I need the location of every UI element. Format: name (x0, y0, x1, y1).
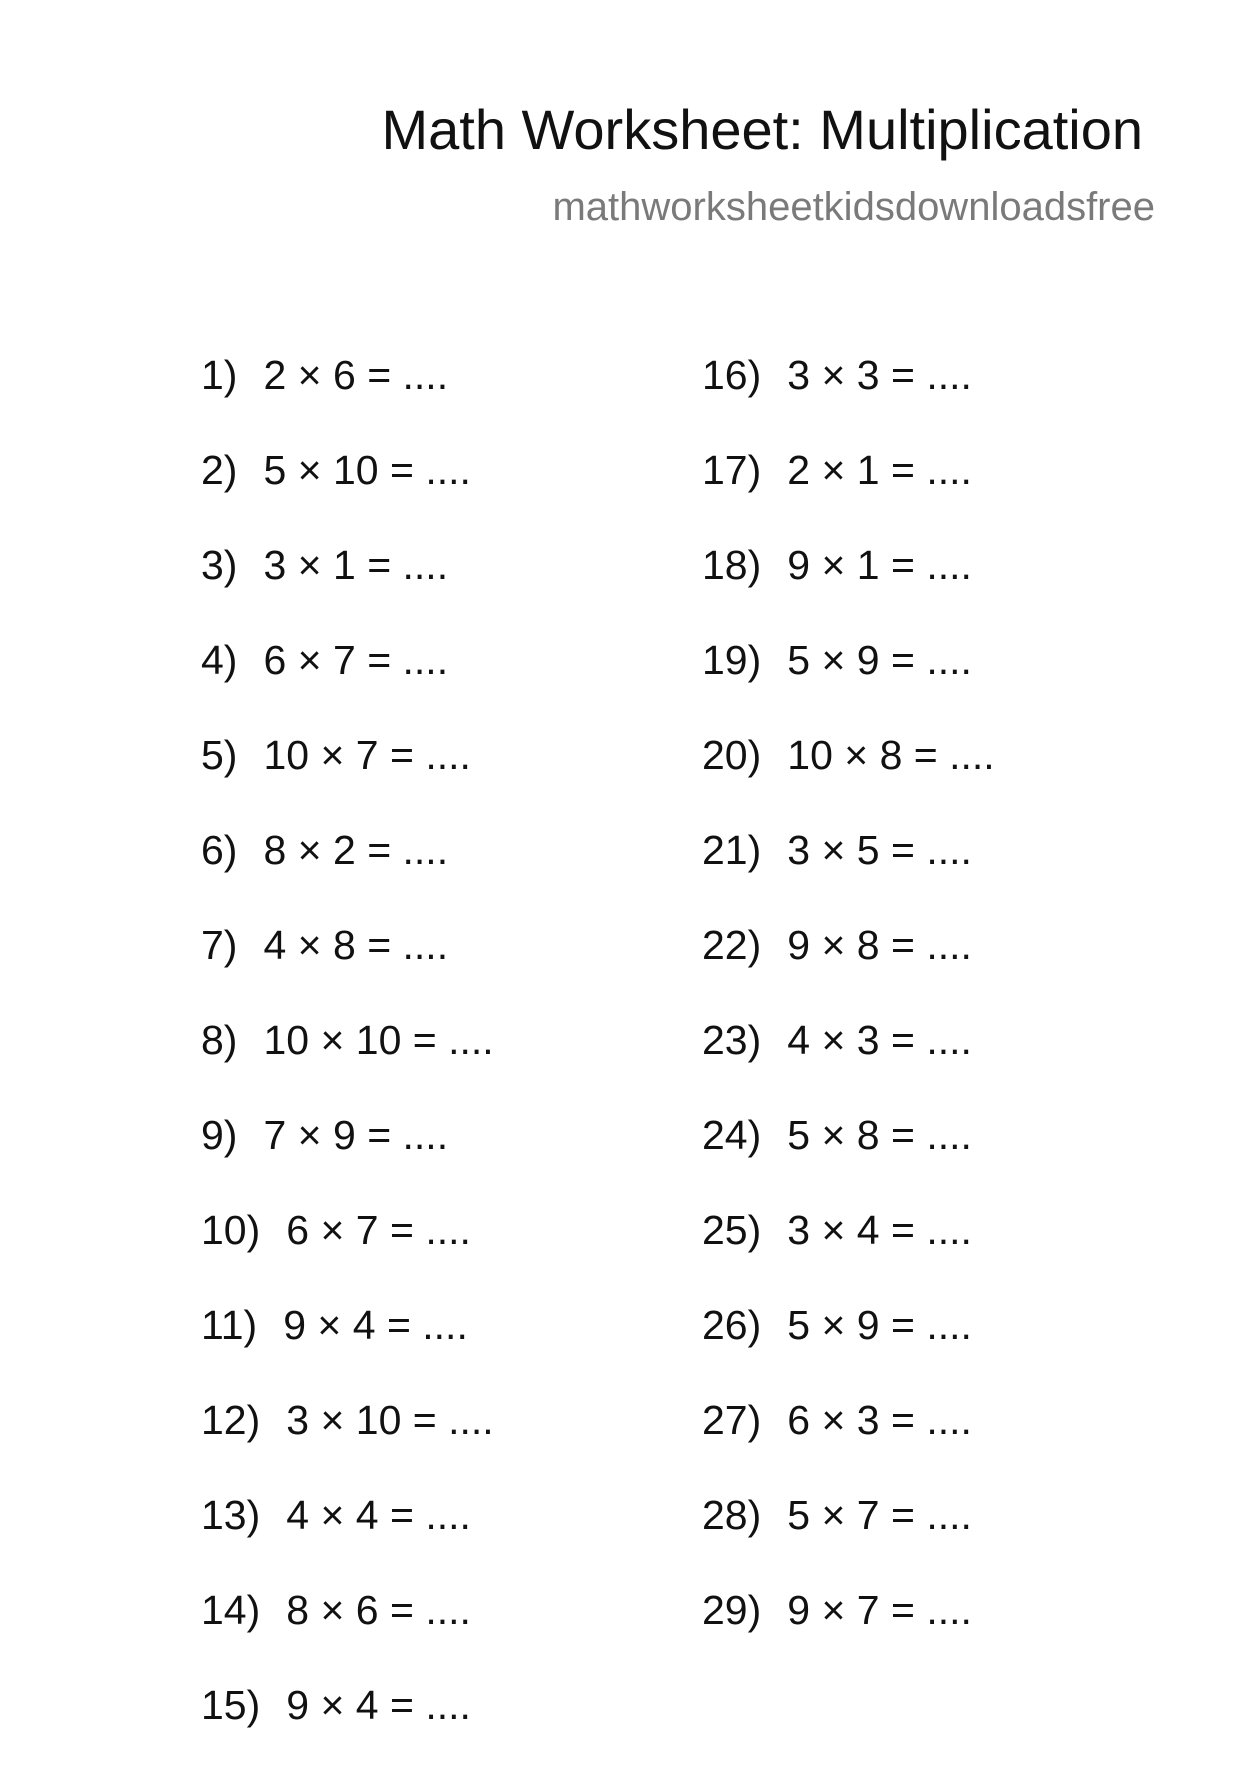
problem-number: 3) (201, 542, 238, 588)
problem-item (702, 635, 995, 730)
problem-item (702, 1300, 995, 1395)
problem-item (201, 350, 494, 445)
problem-number: 26) (702, 1302, 762, 1348)
problem-item (201, 540, 494, 635)
problem-expression: 3 × 3 = .... (787, 352, 972, 398)
problem-number: 16) (702, 352, 762, 398)
problem-expression: 8 × 6 = .... (286, 1587, 471, 1633)
problem-number: 8) (201, 1017, 238, 1063)
page-subtitle: mathworksheetkidsdownloadsfree (552, 185, 1155, 229)
problem-item (201, 635, 494, 730)
problem-number: 29) (702, 1587, 762, 1633)
problem-number: 22) (702, 922, 762, 968)
problem-expression: 4 × 3 = .... (787, 1017, 972, 1063)
problem-item (201, 1300, 494, 1395)
problem-expression: 2 × 1 = .... (787, 447, 972, 493)
problem-expression: 5 × 9 = .... (787, 637, 972, 683)
page-title: Math Worksheet: Multiplication (381, 98, 1143, 161)
problem-item (201, 1015, 494, 1110)
problem-item (702, 1395, 995, 1490)
problem-expression: 5 × 9 = .... (787, 1302, 972, 1348)
problem-item (201, 1680, 494, 1775)
problem-expression: 9 × 4 = .... (286, 1682, 471, 1728)
problem-number: 14) (201, 1587, 261, 1633)
problem-number: 20) (702, 732, 762, 778)
problem-number: 18) (702, 542, 762, 588)
problem-expression: 3 × 10 = .... (286, 1397, 494, 1443)
problem-item (201, 730, 494, 825)
problem-number: 2) (201, 447, 238, 493)
problem-expression: 4 × 8 = .... (263, 922, 449, 968)
problem-column-right (702, 350, 995, 1680)
problem-expression: 8 × 2 = .... (263, 827, 449, 873)
problem-expression: 3 × 4 = .... (787, 1207, 972, 1253)
problem-number: 12) (201, 1397, 261, 1443)
problem-number: 6) (201, 827, 238, 873)
problem-number: 21) (702, 827, 762, 873)
problem-number: 24) (702, 1112, 762, 1158)
problem-item (201, 445, 494, 540)
problem-number: 27) (702, 1397, 762, 1443)
problem-expression: 10 × 7 = .... (263, 732, 471, 778)
problem-item (201, 1205, 494, 1300)
problem-column-left (201, 350, 494, 1775)
problem-number: 5) (201, 732, 238, 778)
problem-expression: 9 × 7 = .... (787, 1587, 972, 1633)
problem-item (702, 1490, 995, 1585)
problem-item (702, 350, 995, 445)
problem-item (702, 1110, 995, 1205)
problem-expression: 10 × 10 = .... (263, 1017, 494, 1063)
problem-expression: 6 × 7 = .... (286, 1207, 471, 1253)
problem-item (702, 445, 995, 540)
problem-number: 15) (201, 1682, 261, 1728)
problem-number: 1) (201, 352, 238, 398)
problem-number: 13) (201, 1492, 261, 1538)
problem-item (702, 825, 995, 920)
problem-item (702, 1015, 995, 1110)
problem-expression: 2 × 6 = .... (263, 352, 449, 398)
problem-item (201, 1585, 494, 1680)
problem-item (201, 920, 494, 1015)
problem-item (702, 1585, 995, 1680)
problem-number: 25) (702, 1207, 762, 1253)
problem-expression: 7 × 9 = .... (263, 1112, 449, 1158)
problem-expression: 5 × 10 = .... (263, 447, 471, 493)
problem-expression: 6 × 3 = .... (787, 1397, 972, 1443)
problem-expression: 10 × 8 = .... (787, 732, 995, 778)
problem-number: 28) (702, 1492, 762, 1538)
problem-number: 10) (201, 1207, 261, 1253)
problem-item (702, 730, 995, 825)
problem-item (201, 1110, 494, 1205)
problem-number: 4) (201, 637, 238, 683)
problem-expression: 6 × 7 = .... (263, 637, 449, 683)
problem-item (201, 1395, 494, 1490)
problem-item (201, 1490, 494, 1585)
problem-expression: 9 × 4 = .... (283, 1302, 468, 1348)
problem-expression: 9 × 8 = .... (787, 922, 972, 968)
problem-number: 19) (702, 637, 762, 683)
problem-expression: 3 × 1 = .... (263, 542, 449, 588)
problem-expression: 5 × 8 = .... (787, 1112, 972, 1158)
problem-number: 7) (201, 922, 238, 968)
problem-number: 9) (201, 1112, 238, 1158)
problem-item (702, 920, 995, 1015)
problem-number: 11) (201, 1302, 258, 1348)
problem-item (201, 825, 494, 920)
problem-number: 23) (702, 1017, 762, 1063)
problem-expression: 5 × 7 = .... (787, 1492, 972, 1538)
problem-item (702, 540, 995, 635)
problem-expression: 9 × 1 = .... (787, 542, 972, 588)
problem-expression: 3 × 5 = .... (787, 827, 972, 873)
problem-item (702, 1205, 995, 1300)
problem-expression: 4 × 4 = .... (286, 1492, 471, 1538)
problem-number: 17) (702, 447, 762, 493)
